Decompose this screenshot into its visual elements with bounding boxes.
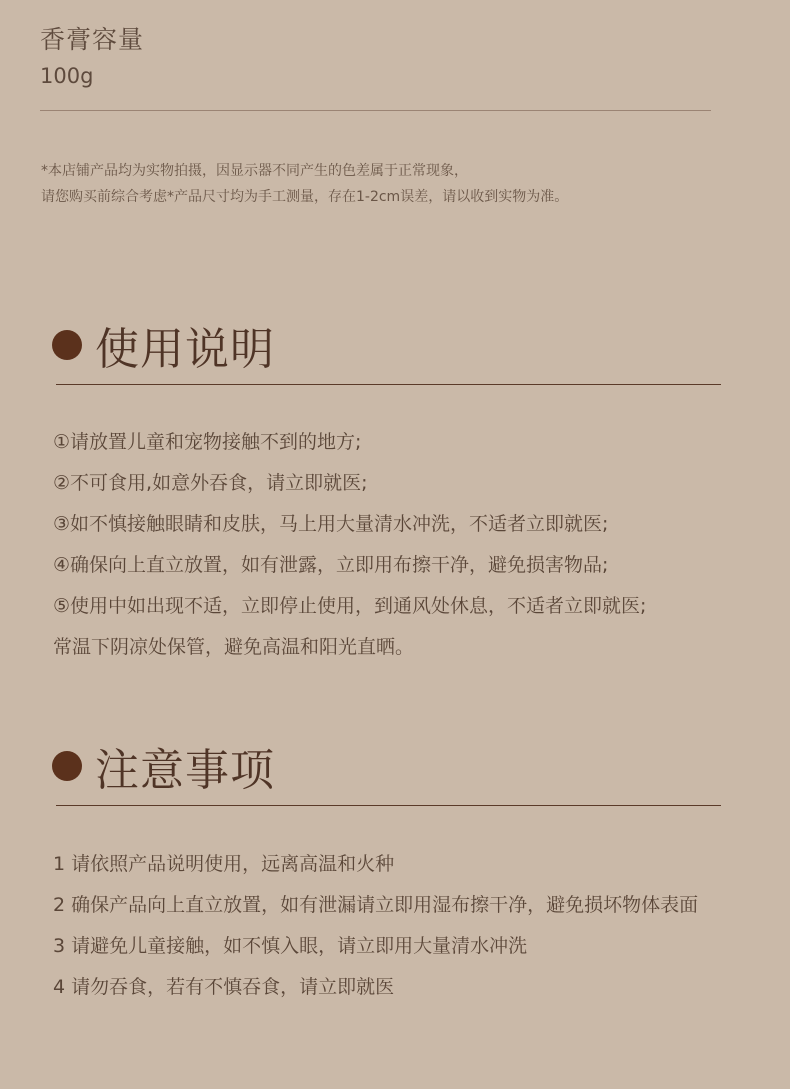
notes-section-header: [52, 731, 275, 801]
capacity-label: 香膏容量: [40, 25, 145, 54]
capacity-value: 100g: [40, 64, 94, 88]
list-item: 1 请依照产品说明使用，远离高温和火种: [53, 853, 395, 875]
disclaimer-line: 请您购买前综合考虑*产品尺寸均为手工测量，存在1-2cm误差，请以收到实物为准。: [41, 189, 569, 205]
notes-list: [53, 844, 773, 1008]
usage-section-title: 使用说明: [95, 324, 275, 375]
list-item: 3 请避免儿童接触，如不慎入眼，请立即用大量清水冲洗: [53, 935, 528, 957]
disclaimer-text: [41, 158, 761, 210]
usage-section-header: [52, 310, 275, 380]
list-item: ②不可食用,如意外吞食，请立即就医;: [53, 472, 368, 494]
list-item: 4 请勿吞食，若有不慎吞食，请立即就医: [53, 976, 395, 998]
usage-divider: [56, 384, 721, 385]
bullet-dot-icon: [52, 330, 82, 360]
list-item: ⑤使用中如出现不适，立即停止使用，到通风处休息，不适者立即就医;: [53, 595, 647, 617]
bullet-dot-icon: [52, 751, 82, 781]
notes-section-title: 注意事项: [95, 745, 275, 796]
list-item: 2 确保产品向上直立放置，如有泄漏请立即用湿布擦干净，避免损坏物体表面: [53, 894, 699, 916]
disclaimer-line: *本店铺产品均为实物拍摄，因显示器不同产生的色差属于正常现象，: [41, 163, 468, 179]
list-item: ④确保向上直立放置，如有泄露，立即用布擦干净，避免损害物品;: [53, 554, 609, 576]
list-item: ①请放置儿童和宠物接触不到的地方;: [53, 431, 362, 453]
notes-divider: [56, 805, 721, 806]
list-item: 常温下阴凉处保管，避免高温和阳光直晒。: [53, 636, 415, 658]
list-item: ③如不慎接触眼睛和皮肤，马上用大量清水冲洗，不适者立即就医;: [53, 513, 609, 535]
divider: [40, 110, 711, 111]
usage-list: [53, 422, 773, 668]
